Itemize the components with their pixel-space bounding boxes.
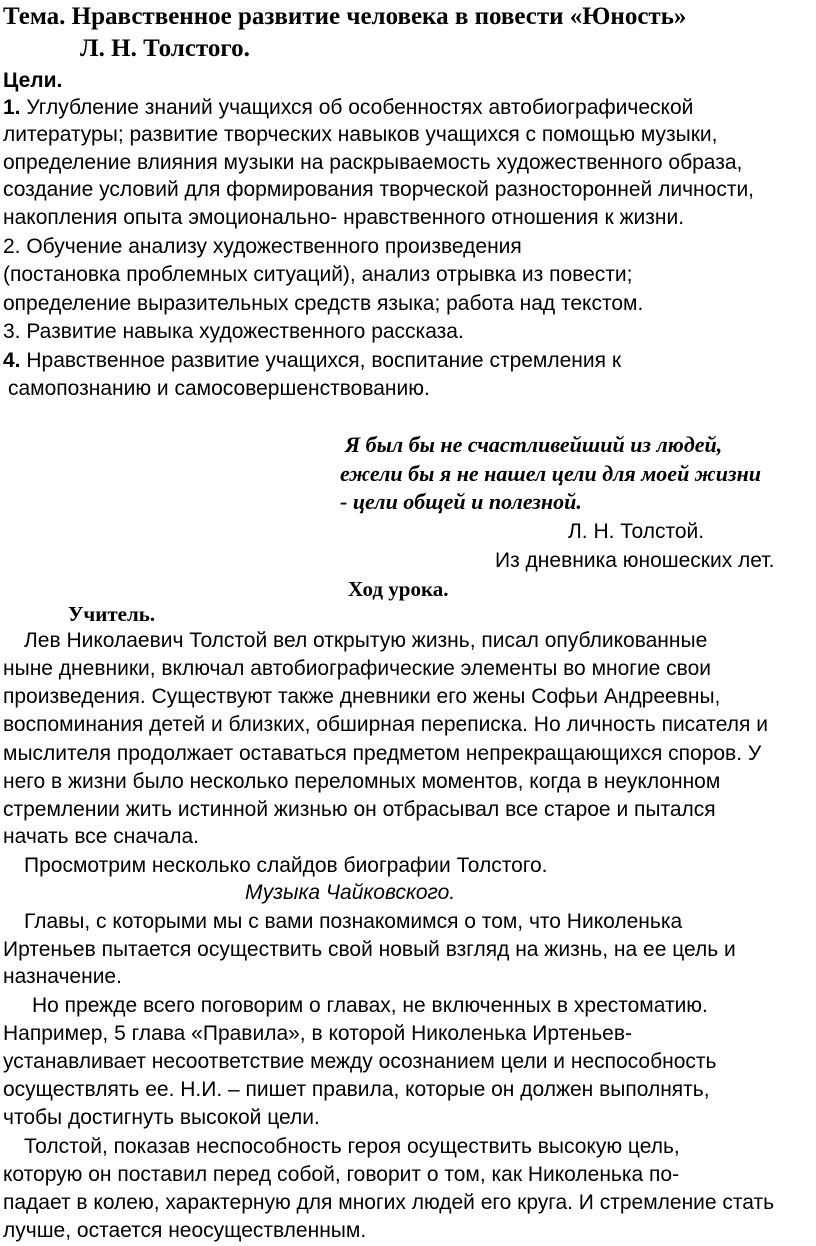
paragraph-4-line-2: которую он поставил перед собой, говорит о том, как Николенька по- <box>3 1163 680 1186</box>
goal-1-line-5: накопления опыта эмоционально- нравственного отношения к жизни. <box>3 206 685 229</box>
goal-2-line-1: 2. Обучение анализу художественного произведения <box>3 235 522 258</box>
paragraph-3-line-2: Например, 5 глава «Правила», в которой Николенька Иртеньев- <box>3 1022 632 1045</box>
epigraph-line-2: ежели бы я не нашел цели для моей жизни <box>340 461 762 486</box>
paragraph-3-line-3: устанавливает несоответствие между осознанием цели и неспособность <box>3 1050 717 1073</box>
goal-1-line-4: создание условий для формирования творческой разносторонней личности, <box>3 178 755 201</box>
paragraph-4-line-4: лучше, остается неосуществленным. <box>3 1219 367 1242</box>
teacher-label: Учитель. <box>68 602 156 626</box>
paragraph-1-line-7: стремлении жить истинной жизнью он отбрасывал все старое и пытался <box>3 798 716 821</box>
paragraph-1-line-8: начать все сначала. <box>3 825 200 848</box>
paragraph-1-line-5: мыслителя продолжает оставаться предметом непрекращающихся споров. У <box>3 742 762 765</box>
epigraph-line-1: Я был бы не счастливейший из людей, <box>345 432 723 457</box>
paragraph-1-line-4: воспоминания детей и близких, обширная переписка. Но личность писателя и <box>3 713 768 736</box>
goal-4-text: Нравственное развитие учащихся, воспитание стремления к <box>26 349 622 372</box>
epigraph-source: Из дневника юношеских лет. <box>495 549 775 572</box>
paragraph-1-line-1: Лев Николаевич Толстой вел открытую жизнь, писал опубликованные <box>24 629 708 652</box>
paragraph-3-line-1: Но прежде всего поговорим о главах, не включенных в хрестоматию. <box>32 994 708 1017</box>
paragraph-4-line-3: падает в колею, характерную для многих людей его круга. И стремление стать <box>3 1191 775 1214</box>
goal-4-line-2: самопознанию и самосовершенствованию. <box>8 377 430 400</box>
title-line-2: Л. Н. Толстого. <box>80 35 250 62</box>
paragraph-1-line-3: произведения. Существуют также дневники его жены Софьи Андреевны, <box>3 685 721 708</box>
slides-line: Просмотрим несколько слайдов биографии Толстого. <box>24 854 548 877</box>
goal-1-text: Углубление знаний учащихся об особенностях автобиографической <box>26 96 694 119</box>
goal-4-line-1 <box>3 347 621 374</box>
goal-4-number: 4. <box>3 349 21 372</box>
epigraph-line-3: - цели общей и полезной. <box>340 489 582 514</box>
goal-1-line-1 <box>3 94 693 121</box>
paragraph-2-line-1: Главы, с которыми мы с вами познакомимся о том, что Николенька <box>24 910 683 933</box>
music-line: Музыка Чайковского. <box>245 881 456 904</box>
goals-heading: Цели. <box>3 69 63 92</box>
title-line-1: Тема. Нравственное развитие человека в повести «Юность» <box>3 3 687 30</box>
goal-3-line-1: 3. Развитие навыка художественного рассказа. <box>3 320 464 343</box>
epigraph-author: Л. Н. Толстой. <box>568 520 705 543</box>
goal-1-number: 1. <box>3 96 21 119</box>
paragraph-2-line-2: Иртеньев пытается осуществить свой новый взгляд на жизнь, на ее цель и <box>3 938 736 961</box>
goal-1-line-3: определение влияния музыки на раскрываемость художественного образа, <box>3 151 743 174</box>
paragraph-2-line-3: назначение. <box>3 965 122 988</box>
paragraph-1-line-6: него в жизни было несколько переломных моментов, когда в неуклонном <box>3 770 721 793</box>
lesson-heading: Ход урока. <box>348 577 449 601</box>
paragraph-3-line-5: чтобы достигнуть высокой цели. <box>3 1106 320 1129</box>
goal-1-line-2: литературы; развитие творческих навыков учащихся с помощью музыки, <box>3 123 718 146</box>
paragraph-4-line-1: Толстой, показав неспособность героя осуществить высокую цель, <box>24 1135 680 1158</box>
goal-2-line-3: определение выразительных средств языка; работа над текстом. <box>3 292 644 315</box>
paragraph-1-line-2: ныне дневники, включал автобиографические элементы во многие свои <box>3 657 712 680</box>
goal-2-line-2: (постановка проблемных ситуаций), анализ отрывка из повести; <box>3 263 633 286</box>
paragraph-3-line-4: осуществлять ее. Н.И. – пишет правила, которые он должен выполнять, <box>3 1078 710 1101</box>
